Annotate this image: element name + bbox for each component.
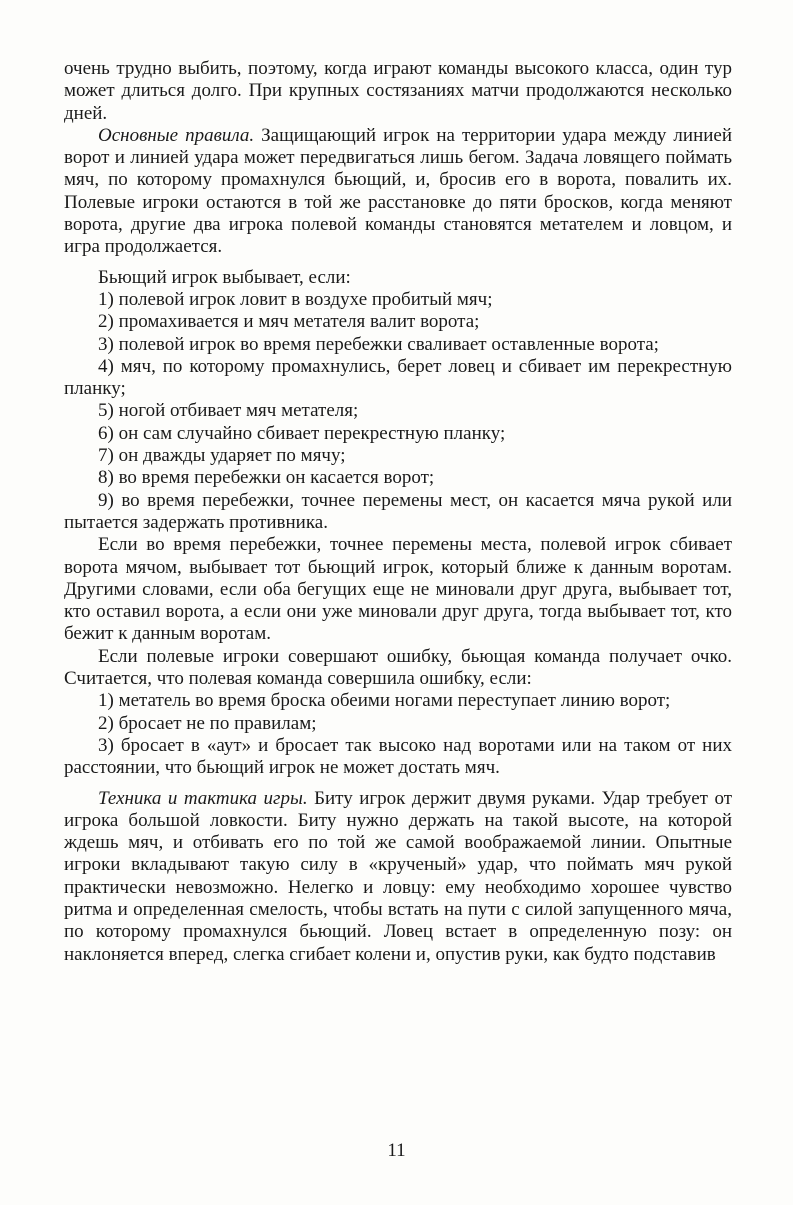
list-item: 1) полевой игрок ловит в воздухе пробитый мяч; — [98, 288, 493, 310]
paragraph-rules — [64, 125, 732, 259]
list-item: 3) полевой игрок во время перебежки сваливает оставленные ворота; — [98, 333, 659, 355]
paragraph-run-out: Если во время перебежки, точнее перемены места, полевой игрок сбивает ворота мячом, выбывает тот бьющий игрок, который ближе к данным воротам. Другими словами, если оба бегущих еще не миновали друг друга, выбывает тот, кто оставил ворота, а если они уже миновали друг друга, тогда выбывает тот, кто бежит к данным воротам. — [64, 534, 732, 645]
list-item: 7) он дважды ударяет по мячу; — [98, 445, 346, 467]
list-item: 4) мяч, по которому промахнулись, берет ловец и сбивает им перекрестную планку; — [64, 355, 732, 400]
list-item: 9) во время перебежки, точнее перемены мест, он касается мяча рукой или пытается задержать противника. — [64, 489, 732, 533]
list-item: 8) во время перебежки он касается ворот; — [98, 467, 435, 489]
page-text — [64, 58, 732, 966]
list-item: 3) бросает в «аут» и бросает так высоко над воротами или на таком от них расстоянии, что бьющий игрок не может достать мяч. — [64, 734, 732, 779]
paragraph-technique — [64, 788, 732, 966]
list-item: 2) промахивается и мяч метателя валит ворота; — [98, 311, 480, 333]
paragraph-fielding-error: Если полевые игроки совершают ошибку, бьющая команда получает очко. Считается, что полевая команда совершила ошибку, если: — [64, 645, 732, 690]
paragraph-intro: очень трудно выбить, поэтому, когда играют команды высокого класса, один тур может длиться долго. При крупных состязаниях матчи продолжаются несколько дней. — [64, 58, 732, 124]
technique-text: Биту игрок держит двумя руками. Удар требует от игрока большой ловкости. Биту нужно держать на такой высоте, на которой ждешь мяч, и отбивать его по той же самой воображаемой линии. Опытные игроки вкладывают такую силу в «крученый» удар, что поймать мяч рукой практически невозможно. Нелегко и ловцу: ему необходимо хорошее чувство ритма и определенная смелость, чтобы встать на пути с силой запущенного мяча, по которому промахнулся бьющий. Ловец встает в определенную позу: он наклоняется вперед, слегка сгибает колени и, опустив руки, как будто подставив — [64, 787, 733, 965]
rules-text: Защищающий игрок на территории удара между линией ворот и линией удара может передвигаться лишь бегом. Задача ловящего поймать мяч, по которому промахнулся бьющий, и, бросив его в ворота, повалить их. Полевые игроки остаются в той же расстановке до пяти бросков, когда меняют ворота, другие два игрока полевой команды становятся метателем и ловцом, и игра продолжается. — [64, 124, 732, 258]
list-item: 5) ногой отбивает мяч метателя; — [98, 400, 359, 422]
paragraph-batter-out: Бьющий игрок выбывает, если: — [98, 266, 351, 288]
page-number: 11 — [387, 1140, 406, 1161]
list-item: 6) он сам случайно сбивает перекрестную планку; — [98, 422, 506, 444]
section-heading-technique: Техника и тактика игры. — [98, 787, 308, 809]
list-item: 2) бросает не по правилам; — [98, 712, 317, 734]
list-item: 1) метатель во время броска обеими ногами переступает линию ворот; — [98, 690, 671, 712]
section-heading-rules: Основные правила. — [98, 124, 255, 146]
